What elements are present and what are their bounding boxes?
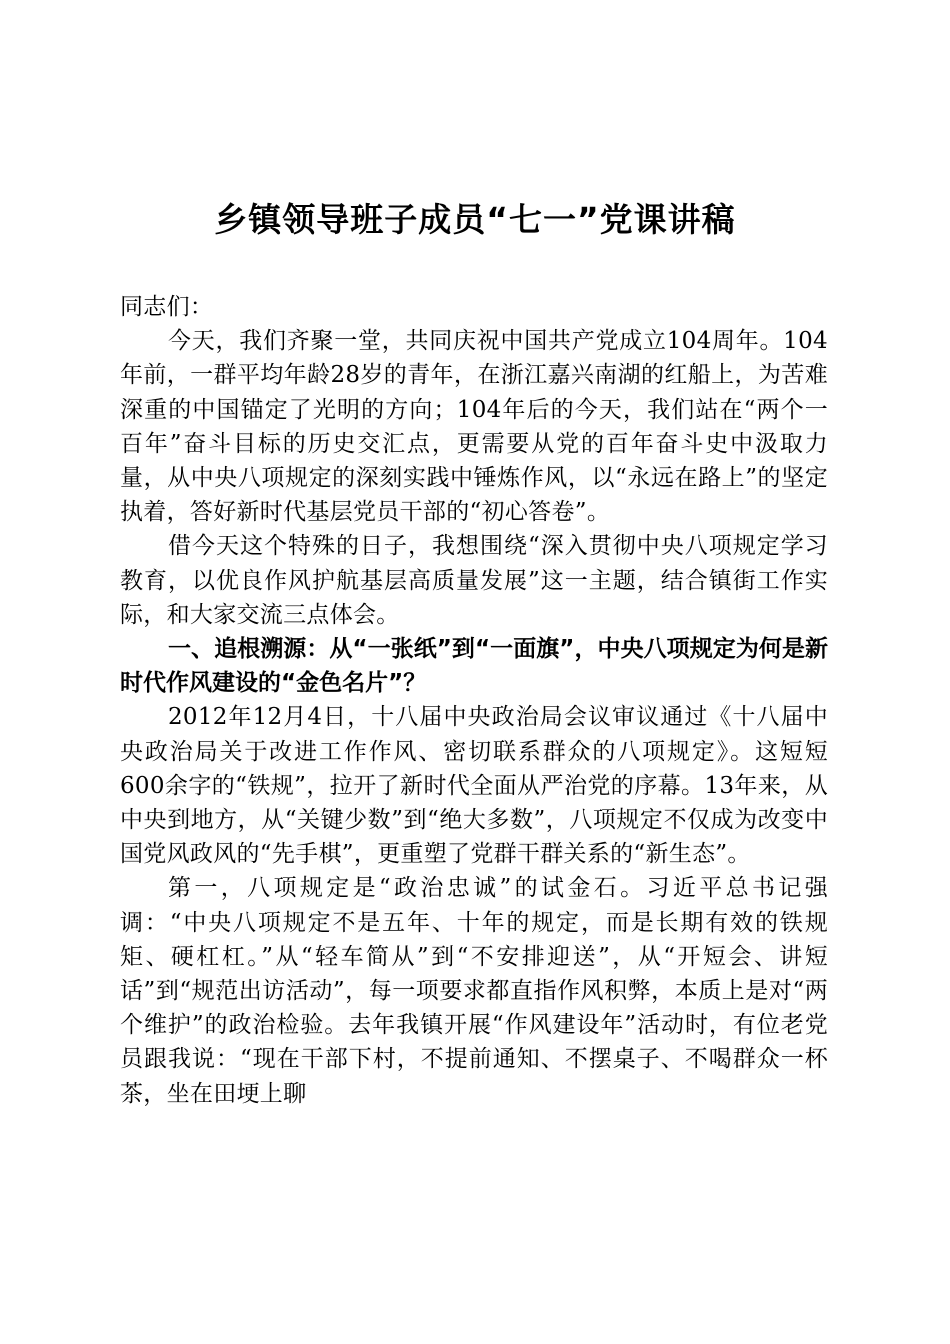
section-heading: 一、追根溯源：从“一张纸”到“一面旗”，中央八项规定为何是新时代作风建设的“金色名片”？	[120, 636, 828, 697]
paragraph-point-one: 第一，八项规定是“政治忠诚”的试金石。习近平总书记强调：“中央八项规定不是五年、十年的规定，而是长期有效的铁规矩、硬杠杠。”从“轻车简从”到“不安排迎送”，从“开短会、讲短话”到“规范出访活动”，每一项要求都直指作风积弊，本质上是对“两个维护”的政治检验。去年我镇开展“作风建设年”活动时，有位老党员跟我说：“现在干部下村，不提前通知、不摆桌子、不喝群众一杯茶，坐在田埂上聊	[120, 875, 828, 1107]
document-body	[120, 290, 828, 1111]
salutation: 同志们：	[120, 294, 214, 320]
document-title: 乡镇领导班子成员“七一”党课讲稿	[214, 200, 736, 239]
paragraph-intro: 今天，我们齐聚一堂，共同庆祝中国共产党成立104周年。104年前，一群平均年龄28岁的青年，在浙江嘉兴南湖的红船上，为苦难深重的中国锚定了光明的方向；104年后的今天，我们站在“两个一百年”奋斗目标的历史交汇点，更需要从党的百年奋斗史中汲取力量，从中央八项规定的深刻实践中锤炼作风，以“永远在路上”的坚定执着，答好新时代基层党员干部的“初心答卷”。	[120, 328, 828, 526]
paragraph-history: 2012年12月4日，十八届中央政治局会议审议通过《十八届中央政治局关于改进工作作风、密切联系群众的八项规定》。这短短600余字的“铁规”，拉开了新时代全面从严治党的序幕。13年来，从中央到地方，从“关键少数”到“绝大多数”，八项规定不仅成为改变中国党风政风的“先手棋”，更重塑了党群干群关系的“新生态”。	[120, 704, 828, 868]
paragraph-theme: 借今天这个特殊的日子，我想围绕“深入贯彻中央八项规定学习教育，以优良作风护航基层高质量发展”这一主题，结合镇街工作实际，和大家交流三点体会。	[120, 533, 828, 628]
